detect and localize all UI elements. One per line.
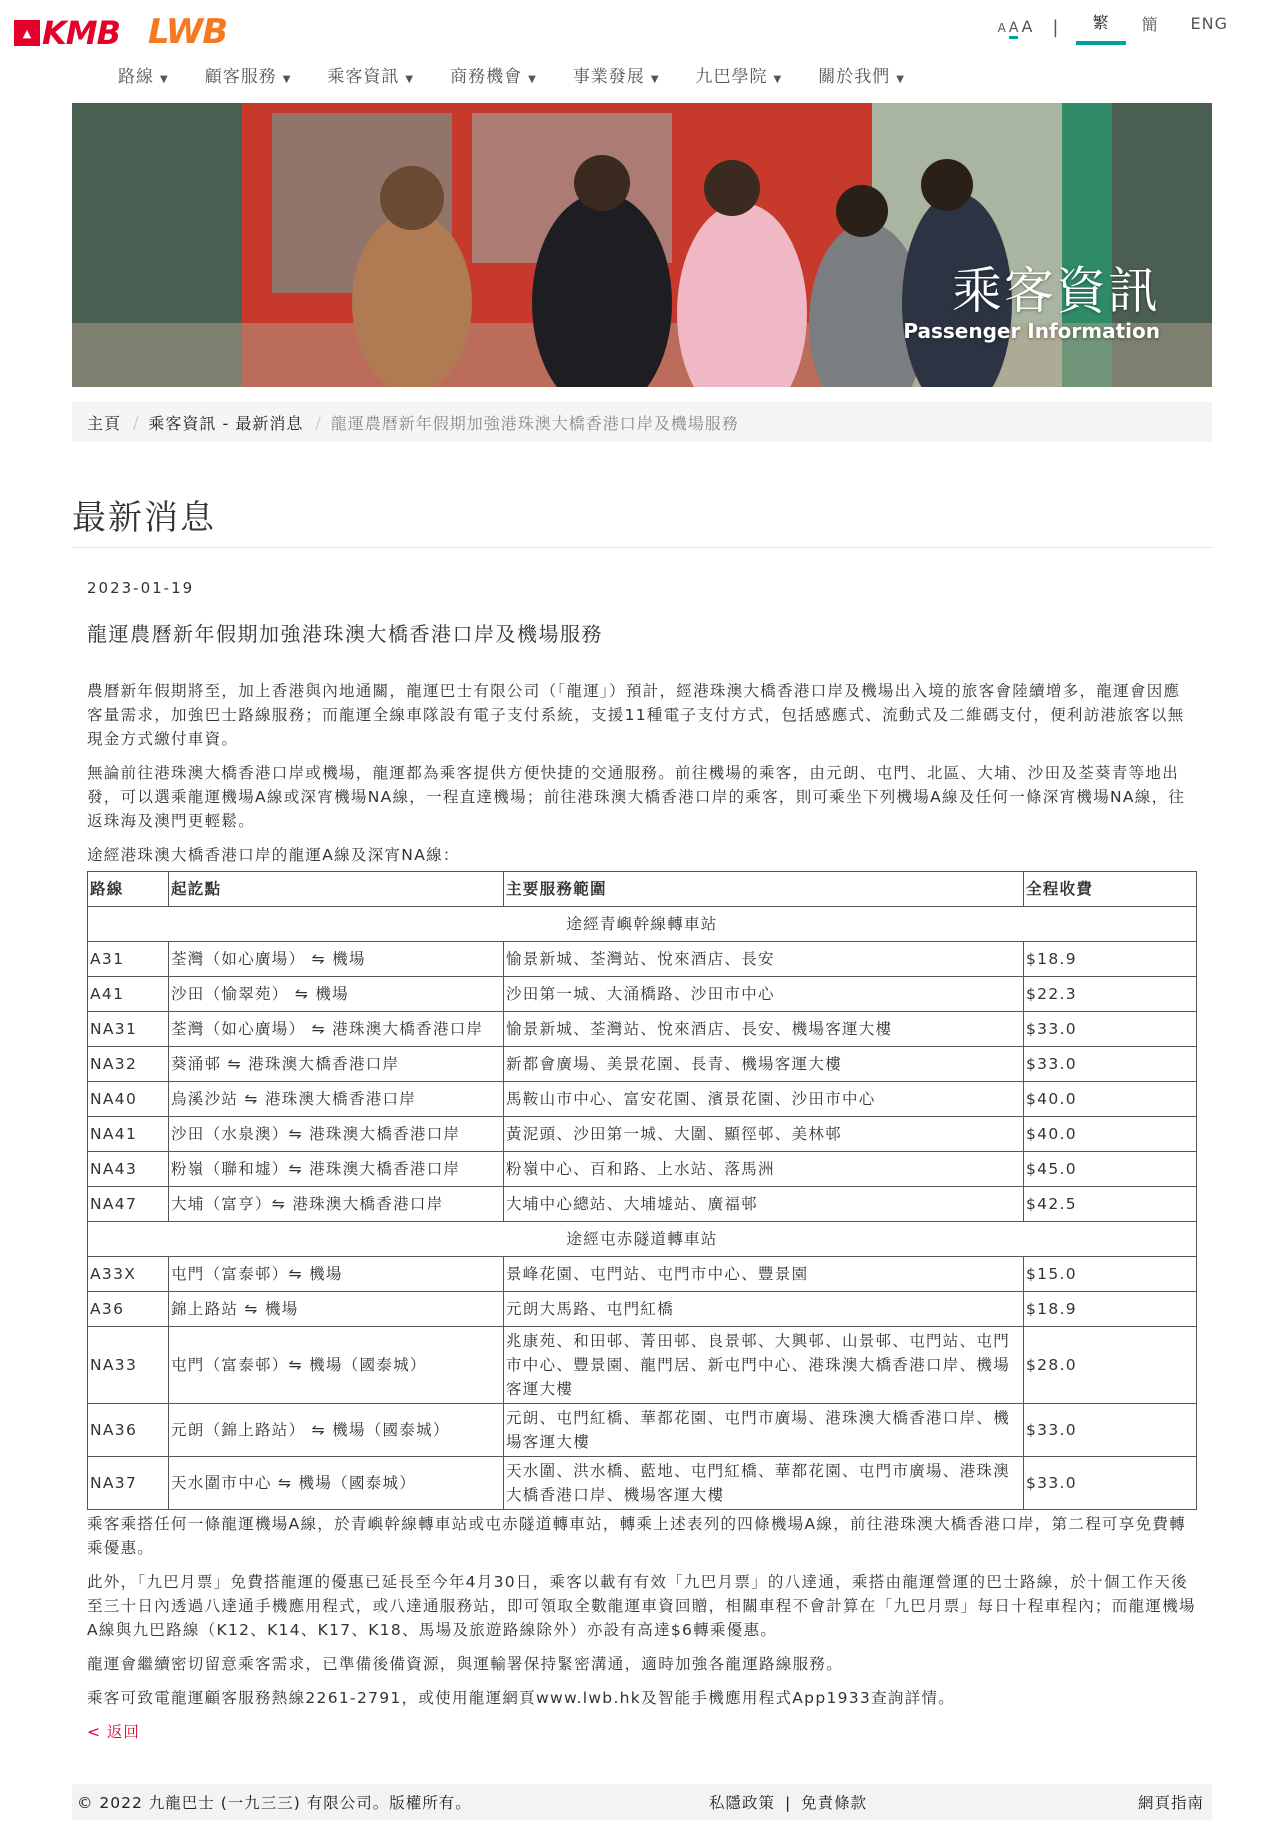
nav-label: 關於我們 <box>818 67 891 87</box>
caret-down-icon: ▼ <box>160 74 169 85</box>
lang-english-button[interactable]: ENG <box>1190 14 1228 33</box>
nav-item-customer-service[interactable] <box>205 62 292 87</box>
main-nav <box>118 62 941 87</box>
cell-fare: $33.0 <box>1024 1457 1197 1510</box>
article-date: 2023-01-19 <box>87 579 195 597</box>
cell-route: NA47 <box>88 1187 169 1222</box>
table-row <box>88 1457 1197 1510</box>
nav-label: 路線 <box>118 67 154 87</box>
cell-service-area: 兆康苑、和田邨、菁田邨、良景邨、大興邨、山景邨、屯門站、屯門市中心、豐景園、龍門居、新屯門中心、港珠澳大橋香港口岸、機場客運大樓 <box>504 1327 1024 1404</box>
footer-links <box>709 1791 867 1813</box>
sitemap-link[interactable]: 網頁指南 <box>1137 1794 1204 1812</box>
site-header <box>0 0 1284 100</box>
cell-fare: $42.5 <box>1024 1187 1197 1222</box>
nav-item-academy[interactable] <box>696 62 783 87</box>
cell-endpoints: 元朗（錦上路站） ⇋ 機場（國泰城） <box>169 1404 504 1457</box>
table-row <box>88 1327 1197 1404</box>
table-row <box>88 1257 1197 1292</box>
caret-down-icon: ▼ <box>282 74 292 85</box>
cell-service-area: 大埔中心總站、大埔墟站、廣福邨 <box>504 1187 1024 1222</box>
nav-label: 商務機會 <box>450 67 523 87</box>
table-group-row <box>88 907 1197 942</box>
breadcrumb-home-link[interactable]: 主頁 <box>87 413 122 433</box>
caret-down-icon: ▼ <box>773 74 783 85</box>
back-link[interactable]: < 返回 <box>87 1723 140 1741</box>
cell-fare: $40.0 <box>1024 1082 1197 1117</box>
article-paragraph: 乘客可致電龍運顧客服務熱線2261-2791，或使用龍運網頁www.lwb.hk及智能手機應用程式App1933查詢詳情。 <box>87 1689 956 1707</box>
lang-traditional-button[interactable]: 繁 <box>1076 10 1125 45</box>
breadcrumb <box>72 402 1212 442</box>
cell-service-area: 馬鞍山市中心、富安花園、濱景花園、沙田市中心 <box>504 1082 1024 1117</box>
cell-fare: $33.0 <box>1024 1404 1197 1457</box>
article <box>87 576 1197 1744</box>
table-row <box>88 977 1197 1012</box>
cell-fare: $22.3 <box>1024 977 1197 1012</box>
copyright-text: © 2022 九龍巴士 (一九三三) 有限公司。版權所有。 <box>77 1794 472 1812</box>
disclaimer-link[interactable]: 免責條款 <box>801 1794 868 1812</box>
article-headline: 龍運農曆新年假期加強港珠澳大橋香港口岸及機場服務 <box>87 622 603 646</box>
cell-endpoints: 屯門（富泰邨）⇋ 機場 <box>169 1257 504 1292</box>
cell-endpoints: 荃灣（如心廣場） ⇋ 機場 <box>169 942 504 977</box>
table-row <box>88 1187 1197 1222</box>
cell-route: NA41 <box>88 1117 169 1152</box>
privacy-policy-link[interactable]: 私隱政策 <box>709 1794 776 1812</box>
nav-item-routes[interactable] <box>118 62 169 87</box>
cell-endpoints: 葵涌邨 ⇋ 港珠澳大橋香港口岸 <box>169 1047 504 1082</box>
cell-fare: $18.9 <box>1024 1292 1197 1327</box>
cell-service-area: 元朗、屯門紅橋、華都花園、屯門市廣場、港珠澳大橋香港口岸、機場客運大樓 <box>504 1404 1024 1457</box>
cell-endpoints: 沙田（水泉澳）⇋ 港珠澳大橋香港口岸 <box>169 1117 504 1152</box>
hero-banner <box>72 103 1212 387</box>
caret-down-icon: ▼ <box>650 74 660 85</box>
table-row <box>88 1152 1197 1187</box>
page-title: 最新消息 <box>72 498 216 538</box>
cell-route: A36 <box>88 1292 169 1327</box>
cell-service-area: 愉景新城、荃灣站、悅來酒店、長安 <box>504 942 1024 977</box>
cell-endpoints: 烏溪沙站 ⇋ 港珠澳大橋香港口岸 <box>169 1082 504 1117</box>
top-utility-bar <box>998 10 1244 45</box>
separator: | <box>1052 17 1059 38</box>
cell-endpoints: 大埔（富亨）⇋ 港珠澳大橋香港口岸 <box>169 1187 504 1222</box>
font-size-large-button[interactable]: A <box>1021 16 1033 36</box>
cell-fare: $33.0 <box>1024 1012 1197 1047</box>
font-size-small-button[interactable]: A <box>997 20 1006 35</box>
table-row <box>88 1292 1197 1327</box>
nav-label: 九巴學院 <box>695 67 768 87</box>
cell-service-area: 沙田第一城、大涌橋路、沙田市中心 <box>504 977 1024 1012</box>
article-paragraph: 途經港珠澳大橋香港口岸的龍運A線及深宵NA線： <box>87 846 460 864</box>
kmb-logo[interactable] <box>14 14 120 52</box>
caret-down-icon: ▼ <box>896 74 905 85</box>
cell-route: NA36 <box>88 1404 169 1457</box>
group-label: 途經屯赤隧道轉車站 <box>88 1222 1197 1257</box>
cell-endpoints: 粉嶺（聯和墟）⇋ 港珠澳大橋香港口岸 <box>169 1152 504 1187</box>
article-paragraph: 龍運會繼續密切留意乘客需求，已準備後備資源，與運輸署保持緊密溝通，適時加強各龍運路線服務。 <box>87 1655 844 1673</box>
caret-down-icon: ▼ <box>528 74 537 85</box>
article-paragraph: 乘客乘搭任何一條龍運機場A線，於青嶼幹線轉車站或屯赤隧道轉車站，轉乘上述表列的四條機場A線，前往港珠澳大橋香港口岸，第二程可享免費轉乘優惠。 <box>87 1515 1187 1557</box>
group-label: 途經青嶼幹線轉車站 <box>88 907 1197 942</box>
table-row <box>88 1117 1197 1152</box>
cell-service-area: 景峰花園、屯門站、屯門市中心、豐景園 <box>504 1257 1024 1292</box>
cell-endpoints: 沙田（愉翠苑） ⇋ 機場 <box>169 977 504 1012</box>
article-paragraph: 無論前往港珠澳大橋香港口岸或機場，龍運都為乘客提供方便快捷的交通服務。前往機場的乘客，由元朗、屯門、北區、大埔、沙田及荃葵青等地出發，可以選乘龍運機場A線或深宵機場NA線，一程直達機場；前往港珠澳大橋香港口岸的乘客，則可乘坐下列機場A線及任何一條深宵機場NA線，往返珠海及澳門更輕鬆。 <box>87 764 1186 830</box>
article-paragraph: 此外，「九巴月票」免費搭龍運的優惠已延長至今年4月30日，乘客以載有有效「九巴月票」的八達通，乘搭由龍運營運的巴士路線，於十個工作天後至三十日內透過八達通手機應用程式，或八達通服務站，即可領取全數龍運車資回贈，相關車程不會計算在「九巴月票」每日十程車程內；而龍運機場A線與九巴路線（K12、K14、K17、K18、馬場及旅遊路線除外）亦設有高達$6轉乘優惠。 <box>87 1573 1196 1639</box>
cell-endpoints: 荃灣（如心廣場） ⇋ 港珠澳大橋香港口岸 <box>169 1012 504 1047</box>
banner-title: 乘客資訊 <box>952 262 1160 320</box>
kmb-logo-text: KMB <box>42 14 121 52</box>
nav-item-passenger-info[interactable] <box>327 62 414 87</box>
cell-service-area: 元朗大馬路、屯門紅橋 <box>504 1292 1024 1327</box>
cell-fare: $45.0 <box>1024 1152 1197 1187</box>
footer-divider: | <box>784 1794 792 1812</box>
col-header-endpoints: 起訖點 <box>169 872 504 907</box>
cell-route: NA33 <box>88 1327 169 1404</box>
cell-route: NA32 <box>88 1047 169 1082</box>
cell-fare: $28.0 <box>1024 1327 1197 1404</box>
table-row <box>88 942 1197 977</box>
table-group-row <box>88 1222 1197 1257</box>
table-row <box>88 1047 1197 1082</box>
lwb-logo[interactable]: LWB <box>148 12 228 52</box>
nav-label: 顧客服務 <box>204 67 277 87</box>
nav-item-about[interactable] <box>818 62 905 87</box>
cell-route: A41 <box>88 977 169 1012</box>
cell-endpoints: 天水圍市中心 ⇋ 機場（國泰城） <box>169 1457 504 1510</box>
cell-service-area: 新都會廣場、美景花園、長青、機場客運大樓 <box>504 1047 1024 1082</box>
routes-table-body <box>88 907 1197 1510</box>
col-header-fare: 全程收費 <box>1024 872 1197 907</box>
breadcrumb-separator: / <box>315 412 321 432</box>
banner-photo <box>72 103 1212 387</box>
breadcrumb-current: 龍運農曆新年假期加強港珠澳大橋香港口岸及機場服務 <box>330 413 739 433</box>
cell-service-area: 愉景新城、荃灣站、悅來酒店、長安、機場客運大樓 <box>504 1012 1024 1047</box>
font-size-controls <box>998 17 1033 39</box>
cell-route: A33X <box>88 1257 169 1292</box>
title-divider <box>72 547 1212 548</box>
kmb-logo-mark-icon: ▲ <box>14 20 40 46</box>
col-header-route: 路線 <box>88 872 169 907</box>
article-paragraph: 農曆新年假期將至，加上香港與內地通關，龍運巴士有限公司（「龍運」）預計，經港珠澳大橋香港口岸及機場出入境的旅客會陸續增多，龍運會因應客量需求，加強巴士路線服務；而龍運全線車隊設有電子支付系統，支援11種電子支付方式，包括感應式、流動式及二維碼支付，便利訪港旅客以無現金方式繳付車資。 <box>87 682 1185 748</box>
cell-service-area: 黃泥頭、沙田第一城、大圍、顯徑邨、美林邨 <box>504 1117 1024 1152</box>
cell-fare: $15.0 <box>1024 1257 1197 1292</box>
lang-simplified-button[interactable]: 簡 <box>1141 15 1159 34</box>
breadcrumb-separator: / <box>133 412 139 432</box>
cell-route: NA37 <box>88 1457 169 1510</box>
site-footer <box>72 1784 1212 1820</box>
cell-fare: $33.0 <box>1024 1047 1197 1082</box>
cell-service-area: 天水圍、洪水橋、藍地、屯門紅橋、華都花園、屯門市廣場、港珠澳大橋香港口岸、機場客運大樓 <box>504 1457 1024 1510</box>
cell-route: NA40 <box>88 1082 169 1117</box>
cell-endpoints: 錦上路站 ⇋ 機場 <box>169 1292 504 1327</box>
cell-service-area: 粉嶺中心、百和路、上水站、落馬洲 <box>504 1152 1024 1187</box>
caret-down-icon: ▼ <box>405 74 415 85</box>
nav-label: 乘客資訊 <box>327 67 400 87</box>
nav-item-business[interactable] <box>450 62 537 87</box>
table-row <box>88 1404 1197 1457</box>
routes-table <box>87 871 1197 1510</box>
table-row <box>88 1012 1197 1047</box>
breadcrumb-section-link[interactable]: 乘客資訊 - 最新消息 <box>148 413 304 433</box>
table-row <box>88 1082 1197 1117</box>
nav-item-careers[interactable] <box>573 62 660 87</box>
cell-route: NA43 <box>88 1152 169 1187</box>
table-header-row <box>88 872 1197 907</box>
font-size-medium-button[interactable]: A <box>1009 20 1019 39</box>
cell-fare: $18.9 <box>1024 942 1197 977</box>
cell-route: A31 <box>88 942 169 977</box>
nav-label: 事業發展 <box>572 67 645 87</box>
cell-fare: $40.0 <box>1024 1117 1197 1152</box>
banner-subtitle: Passenger Information <box>903 319 1160 343</box>
col-header-service-area: 主要服務範圍 <box>504 872 1024 907</box>
cell-route: NA31 <box>88 1012 169 1047</box>
cell-endpoints: 屯門（富泰邨）⇋ 機場（國泰城） <box>169 1327 504 1404</box>
